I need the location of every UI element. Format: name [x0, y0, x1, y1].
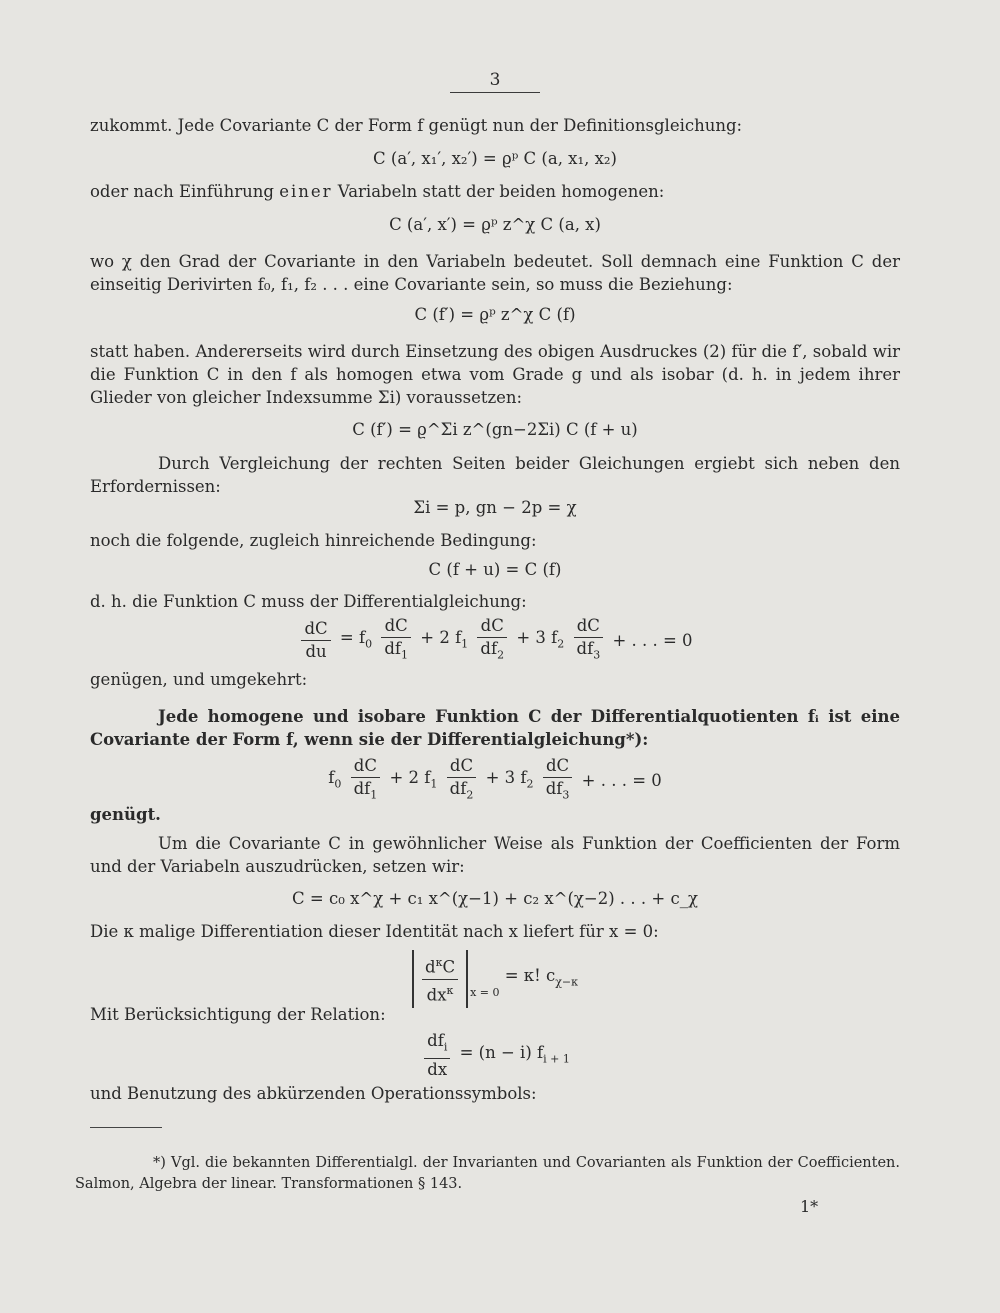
- equation-bracket: $\frac{d^\kappa C}{dx^\kappa}$ x = 0 = κ! $c_{\chi-\kappa}$: [90, 950, 900, 1008]
- paragraph: genügen, und umgekehrt:: [90, 670, 308, 689]
- equation: Σi = p, gn − 2p = χ: [413, 498, 577, 517]
- paragraph: Durch Vergleichung der rechten Seiten beider Gleichungen ergiebt sich neben den Erfordernissen:: [90, 454, 900, 496]
- footnote: *) Vgl. die bekannten Differentialgl. der Invarianten und Covarianten als Funktion der Coefficienten. Salmon, Algebra der linear. Transformationen § 143.: [75, 1155, 900, 1192]
- equation: C (a′, x₁′, x₂′) = ϱᵖ C (a, x₁, x₂): [373, 149, 617, 168]
- paragraph: statt haben. Andererseits wird durch Einsetzung des obigen Ausdruckes (2) für die f′, sobald wir die Funktion C in den f als homogen etwa vom Grade g und als isobar (d. h. in jedem ihrer Glieder von gleicher Indexsumme Σi) voraussetzen:: [90, 342, 900, 407]
- equation: C = c₀ x^χ + c₁ x^(χ−1) + c₂ x^(χ−2) . . . + c_χ: [292, 889, 698, 908]
- page-number: 3: [450, 70, 540, 93]
- signature-mark: 1*: [800, 1197, 819, 1216]
- equation: C (f′) = ϱᵖ z^χ C (f): [414, 305, 576, 324]
- equation: $\frac{df_i}{dx}$ = (n − i) $f_{i + 1}$: [90, 1030, 900, 1081]
- theorem: Jede homogene und isobare Funktion C der Differentialquotienten fᵢ ist eine Covariante der Form f, wenn sie der Differentialgleichung*):: [90, 707, 900, 749]
- paragraph: noch die folgende, zugleich hinreichende Bedingung:: [90, 531, 537, 550]
- paragraph: oder nach Einführung einer Variabeln statt der beiden homogenen:: [90, 182, 665, 201]
- footnote-divider: [90, 1127, 162, 1128]
- paragraph: genügt.: [90, 805, 161, 824]
- paragraph: d. h. die Funktion C muss der Differentialgleichung:: [90, 592, 527, 611]
- paragraph: und Benutzung des abkürzenden Operationssymbols:: [90, 1084, 537, 1103]
- differential-equation: $\frac{dC}{du}$ = $f_0$ $\frac{dC}{df_1}$ + 2 $f_1$ $\frac{dC}{df_2}$ + 3 $f_2$ $\frac{dC}{df_3}$ + . . . = 0: [90, 615, 900, 666]
- equation: C (f′) = ϱ^Σi z^(gn−2Σi) C (f + u): [352, 420, 638, 439]
- equation: C (a′, x′) = ϱᵖ z^χ C (a, x): [389, 215, 601, 234]
- differential-equation: $f_0$ $\frac{dC}{df_1}$ + 2 $f_1$ $\frac{dC}{df_2}$ + 3 $f_2$ $\frac{dC}{df_3}$ + . . . = 0: [328, 756, 662, 802]
- paragraph: Mit Berücksichtigung der Relation:: [90, 1005, 386, 1024]
- paragraph: wo χ den Grad der Covariante in den Variabeln bedeutet. Soll demnach eine Funktion C der einseitig Derivirten f₀, f₁, f₂ . . . eine Covariante sein, so muss die Beziehung:: [90, 252, 900, 294]
- paragraph: zukommt. Jede Covariante C der Form f genügt nun der Definitionsgleichung:: [90, 116, 743, 135]
- paragraph: Um die Covariante C in gewöhnlicher Weise als Funktion der Coefficienten der Form und der Variabeln auszudrücken, setzen wir:: [90, 834, 900, 876]
- equation: C (f + u) = C (f): [428, 560, 562, 579]
- paragraph: Die κ malige Differentiation dieser Identität nach x liefert für x = 0:: [90, 922, 659, 941]
